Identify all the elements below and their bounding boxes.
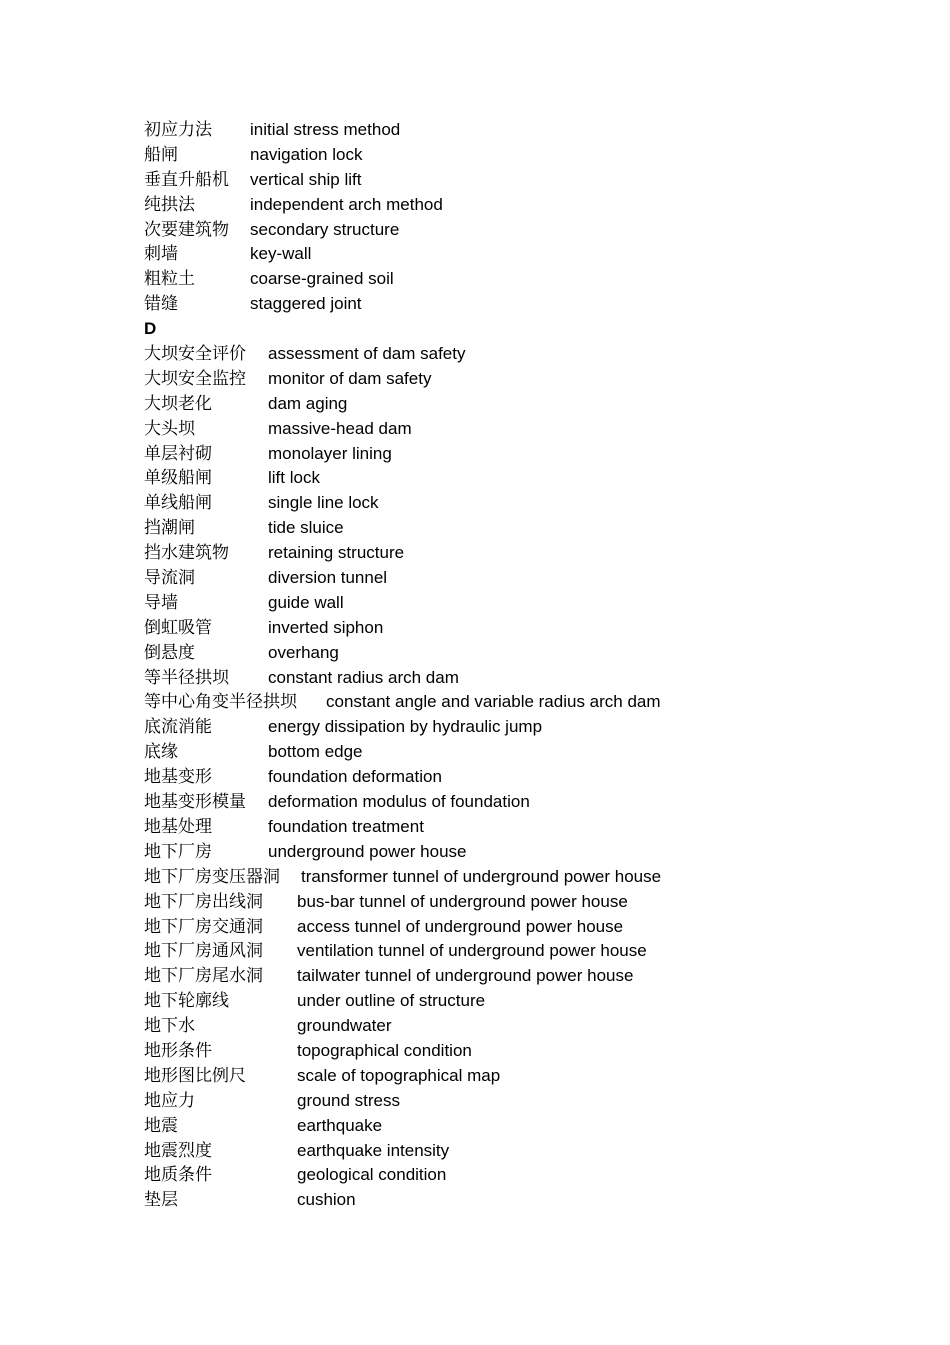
term-english: navigation lock — [250, 144, 363, 164]
term-chinese: 挡潮闸 — [144, 518, 195, 539]
glossary-entry — [144, 790, 844, 815]
term-english: key-wall — [250, 244, 312, 264]
glossary-entry — [144, 690, 844, 715]
term-chinese: 地震烈度 — [144, 1140, 212, 1161]
term-chinese: 地下厂房通风洞 — [144, 941, 263, 962]
term-chinese: 大坝老化 — [144, 393, 212, 414]
term-chinese: 地下厂房尾水洞 — [144, 966, 263, 987]
glossary-group-d-a — [144, 342, 844, 690]
term-english: monitor of dam safety — [268, 368, 432, 388]
glossary-entry — [144, 1163, 844, 1188]
glossary-group-d-c — [144, 890, 844, 1214]
term-chinese: 地下厂房出线洞 — [144, 891, 263, 912]
glossary-entry — [144, 1114, 844, 1139]
glossary-entry — [144, 815, 844, 840]
term-english: topographical condition — [297, 1040, 472, 1060]
glossary-entry — [144, 491, 844, 516]
glossary-entry — [144, 218, 844, 243]
term-chinese: 初应力法 — [144, 120, 212, 140]
term-english: single line lock — [268, 493, 379, 513]
term-english: dam aging — [268, 393, 348, 413]
term-chinese: 大头坝 — [144, 418, 195, 439]
term-chinese: 地震 — [144, 1115, 178, 1136]
term-chinese: 底缘 — [144, 742, 178, 763]
term-chinese: 错缝 — [144, 294, 178, 315]
term-english: geological condition — [297, 1165, 447, 1185]
term-chinese: 地基处理 — [144, 816, 212, 837]
glossary-entry — [144, 1139, 844, 1164]
term-english: scale of topographical map — [297, 1065, 501, 1085]
term-chinese: 单线船闸 — [144, 493, 212, 514]
term-english: groundwater — [297, 1016, 392, 1036]
term-english: transformer tunnel of underground power house — [301, 866, 662, 886]
glossary-entry — [144, 1188, 844, 1213]
glossary-entry — [144, 1089, 844, 1114]
term-chinese: 倒悬度 — [144, 642, 195, 663]
term-english: massive-head dam — [268, 418, 412, 438]
term-english: inverted siphon — [268, 617, 384, 637]
term-chinese: 地形图比例尺 — [144, 1065, 246, 1086]
term-chinese: 垫层 — [144, 1190, 178, 1211]
term-chinese: 等中心角变半径拱坝 — [144, 692, 297, 713]
glossary-entry — [144, 168, 844, 193]
glossary-entry — [144, 1014, 844, 1039]
glossary-entry — [144, 989, 844, 1014]
glossary-entry — [144, 890, 844, 915]
term-english: lift lock — [268, 468, 320, 488]
glossary-entry — [144, 566, 844, 591]
glossary-entry — [144, 1064, 844, 1089]
term-chinese: 纯拱法 — [144, 194, 195, 215]
glossary — [144, 118, 844, 1213]
glossary-entry — [144, 267, 844, 292]
term-english: independent arch method — [250, 194, 443, 214]
term-chinese: 次要建筑物 — [144, 219, 229, 240]
term-english: foundation treatment — [268, 816, 424, 836]
term-chinese: 等半径拱坝 — [144, 667, 229, 688]
glossary-entry — [144, 516, 844, 541]
term-english: monolayer lining — [268, 443, 392, 463]
term-chinese: 地下厂房交通洞 — [144, 916, 263, 937]
term-chinese: 粗粒土 — [144, 269, 195, 290]
term-chinese: 地下厂房 — [144, 841, 212, 862]
glossary-entry — [144, 865, 844, 890]
term-english: assessment of dam safety — [268, 344, 466, 364]
glossary-entry — [144, 143, 844, 168]
term-chinese: 地应力 — [144, 1090, 195, 1111]
term-english: constant radius arch dam — [268, 667, 459, 687]
term-english: earthquake — [297, 1115, 383, 1135]
term-chinese: 底流消能 — [144, 717, 212, 738]
term-english: earthquake intensity — [297, 1140, 450, 1160]
glossary-entry — [144, 1039, 844, 1064]
glossary-entry — [144, 740, 844, 765]
term-chinese: 导墙 — [144, 592, 178, 613]
glossary-entry — [144, 616, 844, 641]
term-english: coarse-grained soil — [250, 269, 394, 289]
term-english: initial stress method — [250, 120, 401, 139]
glossary-entry — [144, 915, 844, 940]
term-chinese: 单级船闸 — [144, 468, 212, 489]
term-english: diversion tunnel — [268, 568, 388, 588]
term-chinese: 船闸 — [144, 144, 178, 165]
term-english: staggered joint — [250, 294, 362, 314]
glossary-entry — [144, 342, 844, 367]
glossary-entry — [144, 466, 844, 491]
term-english: access tunnel of underground power house — [297, 916, 624, 936]
term-chinese: 地形条件 — [144, 1040, 212, 1061]
term-english: energy dissipation by hydraulic jump — [268, 717, 543, 737]
term-chinese: 地下厂房变压器洞 — [144, 866, 280, 887]
term-chinese: 地基变形 — [144, 767, 212, 788]
term-english: constant angle and variable radius arch dam — [326, 692, 661, 712]
glossary-entry — [144, 118, 844, 143]
term-english: foundation deformation — [268, 767, 442, 787]
glossary-group-d-b — [144, 715, 844, 864]
glossary-entry — [144, 292, 844, 317]
term-english: under outline of structure — [297, 991, 486, 1011]
term-chinese: 导流洞 — [144, 568, 195, 589]
term-chinese: 刺墙 — [144, 244, 178, 265]
glossary-entry — [144, 392, 844, 417]
glossary-entry — [144, 541, 844, 566]
term-english: ventilation tunnel of underground power house — [297, 941, 647, 961]
term-chinese: 单层衬砌 — [144, 443, 212, 464]
glossary-entry — [144, 840, 844, 865]
term-chinese: 挡水建筑物 — [144, 543, 229, 564]
term-english: bottom edge — [268, 742, 363, 762]
term-english: overhang — [268, 642, 339, 662]
term-english: tailwater tunnel of underground power house — [297, 966, 634, 986]
term-english: guide wall — [268, 592, 344, 612]
glossary-entry — [144, 765, 844, 790]
section-letter-d: D — [144, 319, 157, 339]
glossary-entry — [144, 715, 844, 740]
term-english: vertical ship lift — [250, 169, 362, 189]
glossary-entry — [144, 591, 844, 616]
term-english: cushion — [297, 1190, 356, 1210]
glossary-entry — [144, 964, 844, 989]
glossary-entry — [144, 242, 844, 267]
term-chinese: 大坝安全评价 — [144, 344, 246, 365]
term-english: deformation modulus of foundation — [268, 792, 530, 812]
term-english: secondary structure — [250, 219, 400, 239]
glossary-entry — [144, 367, 844, 392]
term-english: underground power house — [268, 841, 467, 861]
term-english: tide sluice — [268, 518, 344, 538]
term-chinese: 地下轮廓线 — [144, 991, 229, 1012]
glossary-entry — [144, 641, 844, 666]
term-chinese: 大坝安全监控 — [144, 368, 246, 389]
term-chinese: 倒虹吸管 — [144, 617, 212, 638]
glossary-group-c — [144, 118, 844, 317]
glossary-entry — [144, 666, 844, 691]
term-chinese: 地基变形模量 — [144, 792, 246, 813]
glossary-entry — [144, 939, 844, 964]
glossary-entry — [144, 442, 844, 467]
glossary-entry — [144, 417, 844, 442]
term-chinese: 垂直升船机 — [144, 169, 229, 190]
term-english: bus-bar tunnel of underground power house — [297, 891, 628, 911]
term-english: ground stress — [297, 1090, 400, 1110]
term-chinese: 地下水 — [144, 1016, 195, 1037]
glossary-entry — [144, 193, 844, 218]
term-english: retaining structure — [268, 543, 405, 563]
term-chinese: 地质条件 — [144, 1165, 212, 1186]
